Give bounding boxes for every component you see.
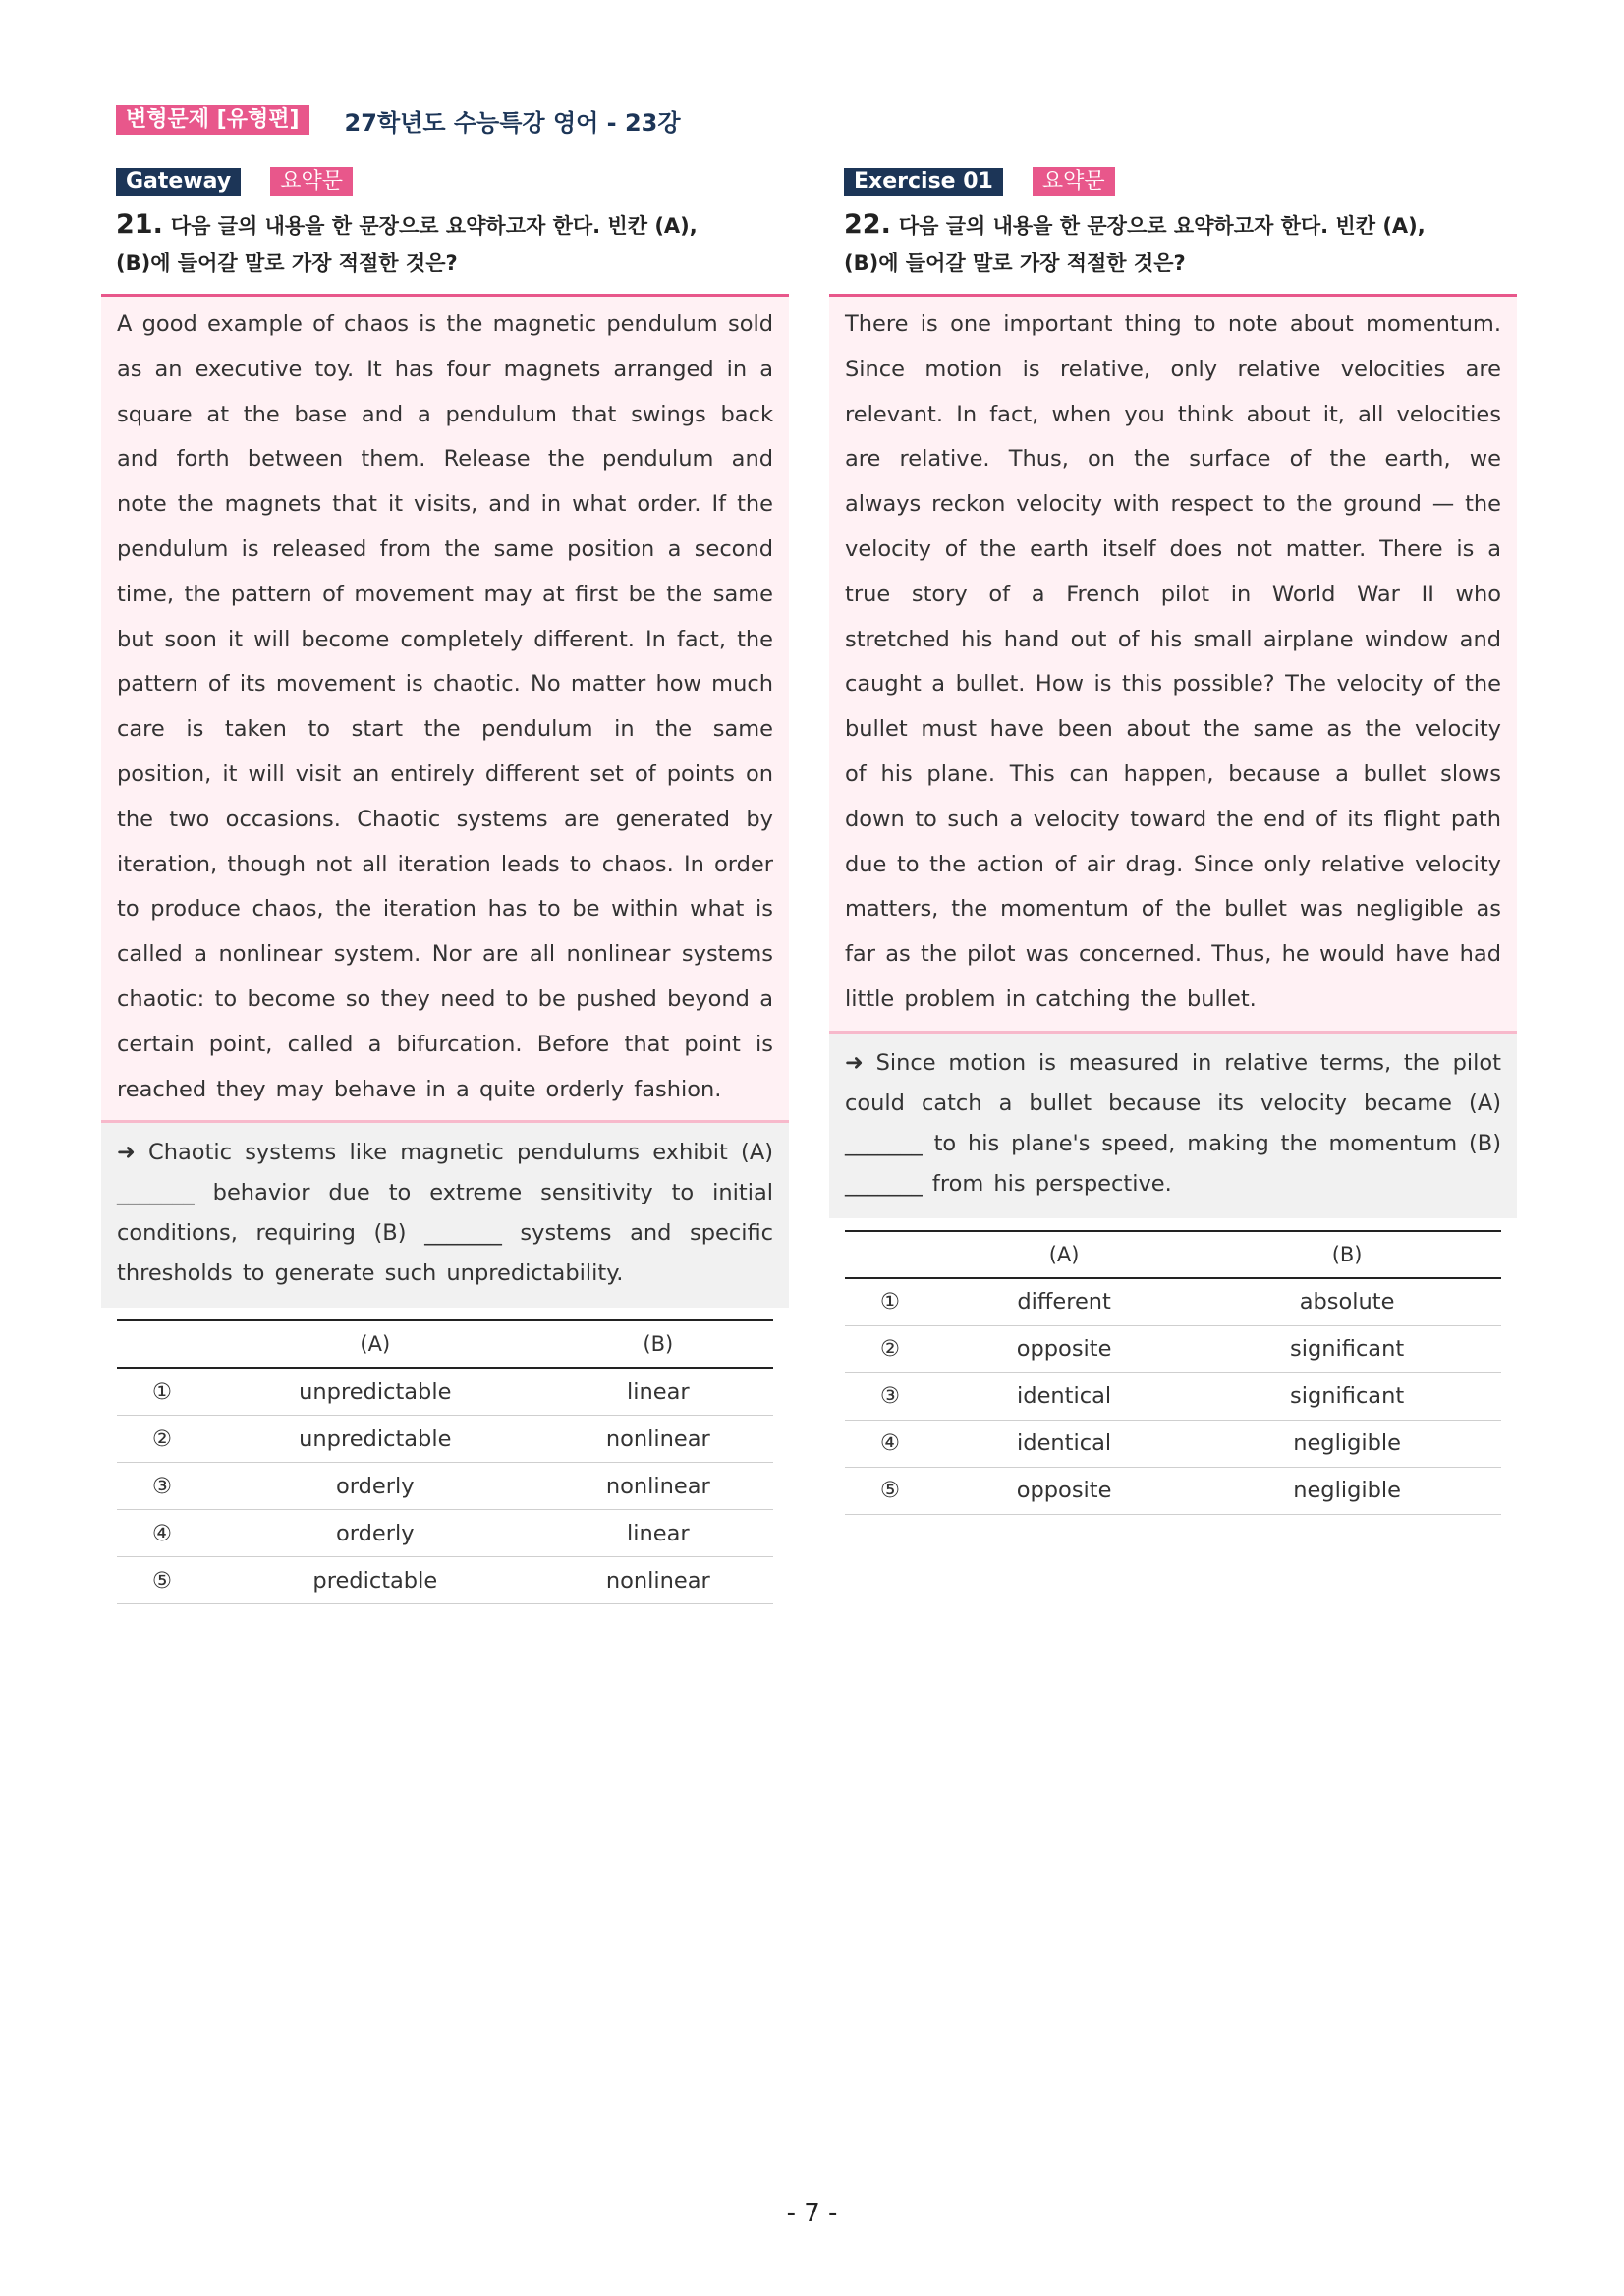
option-b: negligible	[1193, 1467, 1501, 1514]
option-b: significant	[1193, 1372, 1501, 1420]
option-b: significant	[1193, 1325, 1501, 1372]
answer-option-3[interactable]	[845, 1372, 1501, 1420]
column-header-number	[845, 1231, 935, 1278]
option-number: ⑤	[117, 1557, 207, 1604]
option-b: absolute	[1193, 1278, 1501, 1326]
option-number: ①	[117, 1368, 207, 1416]
type-label: 요약문	[1033, 167, 1115, 196]
answer-option-2[interactable]	[117, 1416, 773, 1463]
question-text-line1: 다음 글의 내용을 한 문장으로 요약하고자 한다. 빈칸 (A),	[898, 214, 1426, 238]
option-number: ②	[117, 1416, 207, 1463]
question-text-line2: (B)에 들어갈 말로 가장 적절한 것은?	[844, 252, 1186, 275]
option-number: ④	[117, 1510, 207, 1557]
question-prompt	[116, 206, 789, 282]
summary-sentence: ➜ Chaotic systems like magnetic pendulums exhibit (A) _______ behavior due to extreme sensitivity to initial conditions, requiring (B) _______ systems and specific thresholds to generate such unpredictability.	[101, 1123, 789, 1308]
answer-option-5[interactable]	[845, 1467, 1501, 1514]
option-a: predictable	[207, 1557, 543, 1604]
option-a: unpredictable	[207, 1416, 543, 1463]
column-header-b: (B)	[1193, 1231, 1501, 1278]
option-b: nonlinear	[543, 1416, 773, 1463]
option-a: orderly	[207, 1510, 543, 1557]
page-header	[116, 102, 681, 138]
question-number: 21.	[116, 209, 163, 240]
answer-choices	[845, 1230, 1501, 1515]
option-b: negligible	[1193, 1420, 1501, 1467]
option-number: ③	[117, 1463, 207, 1510]
type-label: 요약문	[270, 167, 353, 196]
option-b: nonlinear	[543, 1463, 773, 1510]
section-label: Gateway	[116, 168, 241, 196]
option-a: opposite	[935, 1325, 1193, 1372]
passage: There is one important thing to note about momentum. Since motion is relative, only relative velocities are relevant. In fact, when you think about it, all velocities are relative. Thus, on the surface of the earth, we always reckon velocity with respect to the ground — the velocity of the earth itself does not matter. There is a true story of a French pilot in World War II who stretched his hand out of his small airplane window and caught a bullet. How is this possible? The velocity of the bullet must have been about the same as the velocity of his plane. This can happen, because a bullet slows down to such a velocity toward the end of its flight path due to the action of air drag. Since only relative velocity matters, the momentum of the bullet was negligible as far as the pilot was concerned. Thus, he would have had little problem in catching the bullet.	[829, 297, 1517, 1031]
question-labels	[844, 167, 1517, 196]
section-label: Exercise 01	[844, 168, 1003, 196]
answer-option-4[interactable]	[845, 1420, 1501, 1467]
column-header-a: (A)	[207, 1320, 543, 1368]
option-b: nonlinear	[543, 1557, 773, 1604]
answer-option-1[interactable]	[117, 1368, 773, 1416]
answer-option-5[interactable]	[117, 1557, 773, 1604]
option-number: ③	[845, 1372, 935, 1420]
column-header-b: (B)	[543, 1320, 773, 1368]
answer-option-1[interactable]	[845, 1278, 1501, 1326]
column-header-number	[117, 1320, 207, 1368]
question-number: 22.	[844, 209, 891, 240]
category-badge: 변형문제 [유형편]	[116, 105, 309, 135]
option-a: identical	[935, 1420, 1193, 1467]
question-labels	[116, 167, 789, 196]
question-21-column	[101, 167, 789, 1604]
option-b: linear	[543, 1510, 773, 1557]
page-title: 27학년도 수능특강 영어 - 23강	[344, 108, 681, 137]
passage: A good example of chaos is the magnetic pendulum sold as an executive toy. It has four magnets arranged in a square at the base and a pendulum that swings back and forth between them. Release the pendulum and note the magnets that it visits, and in what order. If the pendulum is released from the same position a second time, the pattern of movement may at first be the same but soon it will become completely different. In fact, the pattern of its movement is chaotic. No matter how much care is taken to start the pendulum in the same position, it will visit an entirely different set of points on the two occasions. Chaotic systems are generated by iteration, though not all iteration leads to chaos. In order to produce chaos, the iteration has to be within what is called a nonlinear system. Nor are all nonlinear systems chaotic: to become so they need to be pushed beyond a certain point, called a bifurcation. Before that point is reached they may behave in a quite orderly fashion.	[101, 297, 789, 1120]
option-number: ④	[845, 1420, 935, 1467]
question-text-line2: (B)에 들어갈 말로 가장 적절한 것은?	[116, 252, 458, 275]
option-a: identical	[935, 1372, 1193, 1420]
option-a: unpredictable	[207, 1368, 543, 1416]
answer-choices	[117, 1319, 773, 1604]
option-number: ②	[845, 1325, 935, 1372]
answer-option-2[interactable]	[845, 1325, 1501, 1372]
answer-option-3[interactable]	[117, 1463, 773, 1510]
page-number: - 7 -	[786, 2199, 838, 2228]
question-prompt	[844, 206, 1517, 282]
option-number: ⑤	[845, 1467, 935, 1514]
option-a: orderly	[207, 1463, 543, 1510]
option-a: opposite	[935, 1467, 1193, 1514]
summary-sentence: ➜ Since motion is measured in relative terms, the pilot could catch a bullet because its velocity became (A) _______ to his plane's speed, making the momentum (B) _______ from his perspective.	[829, 1034, 1517, 1218]
answer-option-4[interactable]	[117, 1510, 773, 1557]
option-b: linear	[543, 1368, 773, 1416]
question-text-line1: 다음 글의 내용을 한 문장으로 요약하고자 한다. 빈칸 (A),	[170, 214, 698, 238]
option-number: ①	[845, 1278, 935, 1326]
question-22-column	[829, 167, 1517, 1515]
column-header-a: (A)	[935, 1231, 1193, 1278]
option-a: different	[935, 1278, 1193, 1326]
